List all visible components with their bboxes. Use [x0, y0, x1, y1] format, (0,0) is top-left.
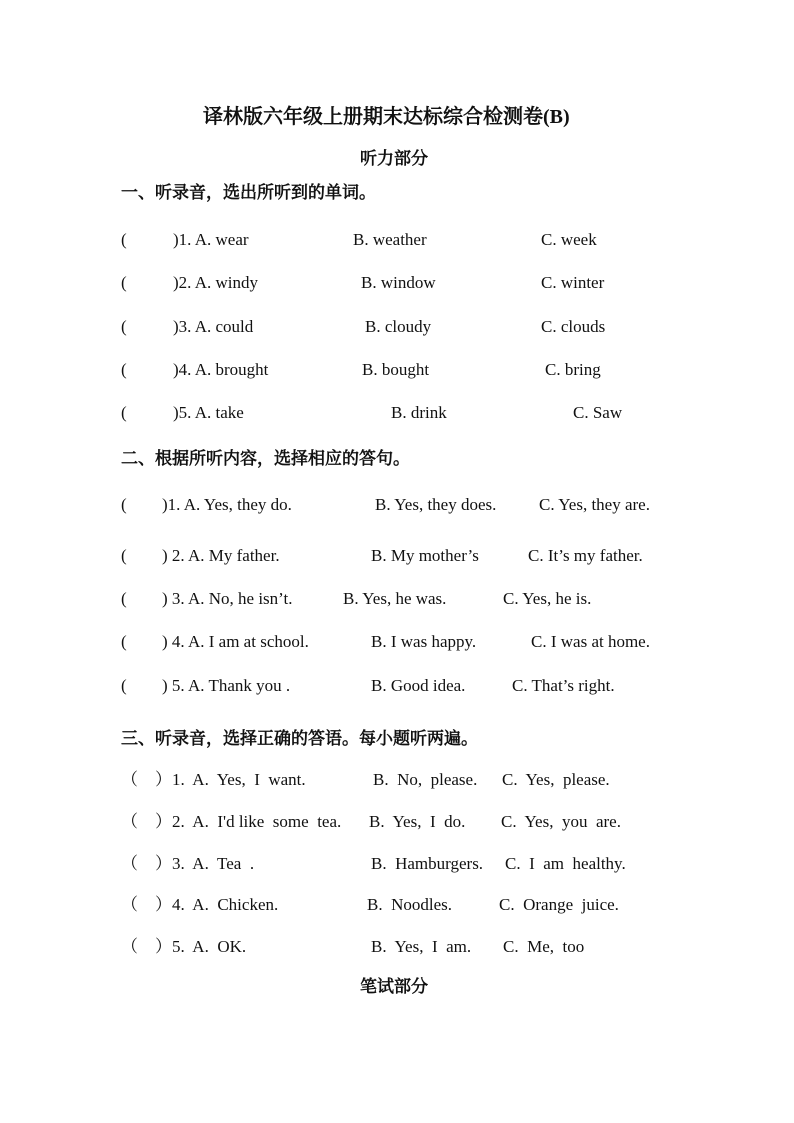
option-a: )1. A. wear — [173, 230, 249, 249]
option-c: C. Yes, you are. — [501, 812, 621, 831]
option-c: C. winter — [541, 273, 605, 292]
option-a: ）5. A. OK. — [155, 937, 247, 956]
answer-paren: （ — [121, 812, 138, 831]
page-title: 译林版六年级上册期末达标综合检测卷(B) — [203, 106, 570, 128]
listening-header: 听力部分 — [360, 149, 428, 168]
option-a: )4. A. brought — [173, 360, 269, 379]
option-c: C. Saw — [573, 403, 623, 422]
answer-paren: ( — [121, 360, 127, 379]
option-c: C. bring — [545, 360, 601, 379]
answer-paren: ( — [121, 403, 127, 422]
answer-paren: ( — [121, 273, 127, 292]
option-b: B. drink — [391, 403, 447, 422]
answer-paren: ( — [121, 676, 127, 695]
option-c: C. Me, too — [503, 937, 585, 956]
option-a: ）3. A. Tea . — [155, 854, 255, 873]
option-c: C. Orange juice. — [499, 895, 619, 914]
answer-paren: （ — [121, 770, 138, 789]
answer-paren: （ — [121, 937, 138, 956]
answer-paren: ( — [121, 230, 127, 249]
option-a: ) 2. A. My father. — [162, 546, 280, 565]
option-c: C. Yes, please. — [502, 770, 610, 789]
option-c: C. clouds — [541, 317, 606, 336]
option-c: C. I was at home. — [531, 632, 650, 651]
writing-header: 笔试部分 — [360, 977, 428, 996]
option-b: B. Yes, he was. — [343, 589, 447, 608]
option-b: B. Noodles. — [367, 895, 452, 914]
section1-heading: 一、听录音，选出所听到的单词。 — [121, 183, 376, 202]
option-c: C. week — [541, 230, 597, 249]
answer-paren: ( — [121, 495, 127, 514]
section2-heading: 二、根据所听内容，选择相应的答句。 — [121, 449, 410, 468]
answer-paren: （ — [121, 854, 138, 873]
option-a: ）4. A. Chicken. — [155, 895, 279, 914]
option-b: B. Yes, I do. — [369, 812, 466, 831]
option-b: B. Yes, they does. — [375, 495, 497, 514]
option-b: B. I was happy. — [371, 632, 477, 651]
option-a: ) 3. A. No, he isn’t. — [162, 589, 293, 608]
option-b: B. Hamburgers. — [371, 854, 484, 873]
option-a: )3. A. could — [173, 317, 254, 336]
option-b: B. Yes, I am. — [371, 937, 472, 956]
option-a: ) 5. A. Thank you . — [162, 676, 291, 695]
option-c: C. Yes, they are. — [539, 495, 650, 514]
answer-paren: ( — [121, 632, 127, 651]
section3-heading: 三、听录音，选择正确的答语。每小题听两遍。 — [121, 729, 478, 748]
option-a: )2. A. windy — [173, 273, 258, 292]
answer-paren: ( — [121, 589, 127, 608]
option-a: ) 4. A. I am at school. — [162, 632, 309, 651]
option-c: C. Yes, he is. — [503, 589, 592, 608]
option-b: B. weather — [353, 230, 427, 249]
option-c: C. I am healthy. — [505, 854, 626, 873]
option-a: )5. A. take — [173, 403, 244, 422]
option-c: C. It’s my father. — [528, 546, 643, 565]
option-a: )1. A. Yes, they do. — [162, 495, 292, 514]
option-b: B. Good idea. — [371, 676, 466, 695]
option-c: C. That’s right. — [512, 676, 615, 695]
option-a: ）2. A. I'd like some tea. — [155, 812, 342, 831]
option-b: B. bought — [362, 360, 430, 379]
option-b: B. cloudy — [365, 317, 432, 336]
answer-paren: ( — [121, 317, 127, 336]
answer-paren: （ — [121, 895, 138, 914]
answer-paren: ( — [121, 546, 127, 565]
option-b: B. window — [361, 273, 436, 292]
option-b: B. My mother’s — [371, 546, 479, 565]
option-a: ）1. A. Yes, I want. — [155, 770, 306, 789]
option-b: B. No, please. — [373, 770, 478, 789]
